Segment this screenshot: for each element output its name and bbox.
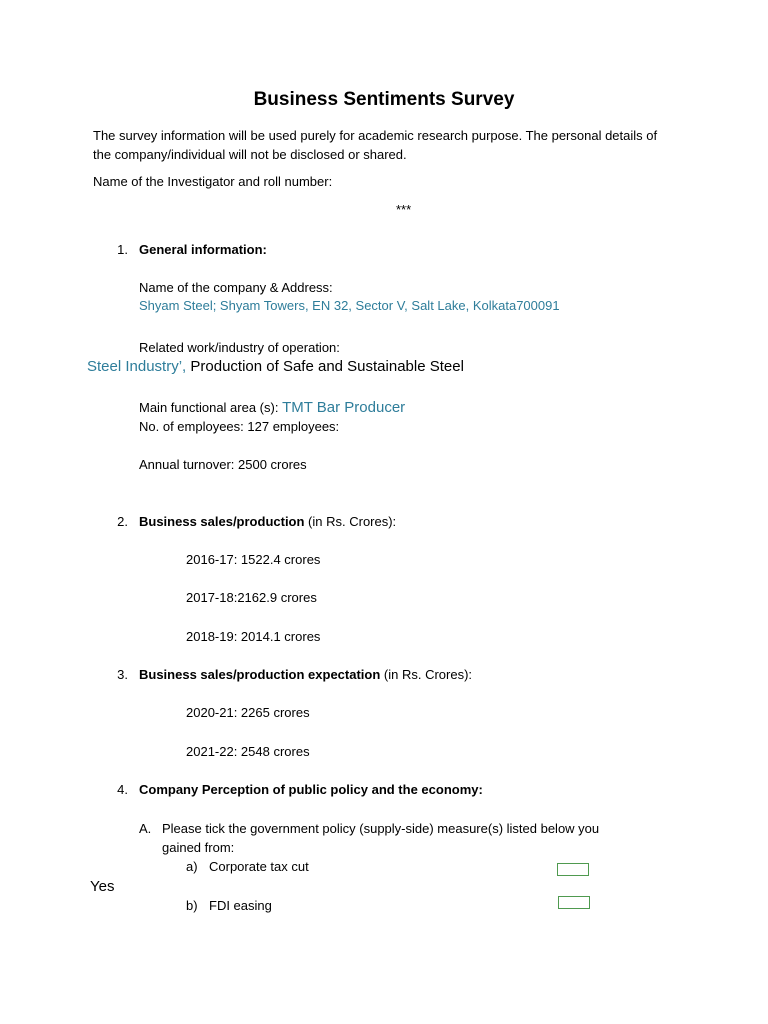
investigator-value: *** (396, 202, 412, 217)
subsection-a-line2: gained from: (162, 840, 235, 855)
section-2-heading-bold: Business sales/production (139, 514, 305, 529)
list-item: 2017-18:2162.9 crores (186, 590, 317, 605)
section-2-heading (139, 514, 396, 529)
list-item: 2018-19: 2014.1 crores (186, 629, 321, 644)
investigator-label: Name of the Investigator and roll number: (93, 174, 333, 189)
section-4-number: 4. (117, 782, 128, 797)
subsection-a-line1: Please tick the government policy (supply-side) measure(s) listed below you (162, 821, 600, 836)
option-a-letter: a) (186, 859, 198, 874)
industry-value-blue: Steel Industry’, (87, 358, 187, 375)
section-3-heading-bold: Business sales/production expectation (139, 667, 381, 682)
turnover-text: Annual turnover: 2500 crores (139, 457, 307, 472)
section-1-heading: General information: (139, 242, 267, 257)
section-2-unit: (in Rs. Crores): (304, 514, 397, 529)
intro-text: The survey information will be used purely for academic research purpose. The personal details of the company/individual will not be disclosed or shared. (93, 128, 658, 162)
functional-value: TMT Bar Producer (282, 399, 406, 416)
section-1-number: 1. (117, 242, 128, 257)
company-value: Shyam Steel; Shyam Towers, EN 32, Sector V, Salt Lake, Kolkata700091 (139, 298, 560, 313)
list-item: 2020-21: 2265 crores (186, 705, 310, 720)
option-b-label: FDI easing (209, 898, 272, 913)
industry-value-black: Production of Safe and Sustainable Steel (190, 358, 464, 375)
functional-area (139, 399, 405, 416)
section-4-heading: Company Perception of public policy and the economy: (139, 782, 483, 797)
company-label: Name of the company & Address: (139, 280, 333, 295)
industry-value (87, 358, 464, 375)
handwritten-answer: Yes (90, 878, 115, 895)
corporate-tax-cut-checkbox[interactable] (557, 863, 589, 876)
section-3-heading (139, 667, 472, 682)
page-title: Business Sentiments Survey (253, 89, 515, 110)
option-b-letter: b) (186, 898, 198, 913)
functional-label: Main functional area (s): (139, 400, 279, 415)
employees-text: No. of employees: 127 employees: (139, 419, 340, 434)
option-a-label: Corporate tax cut (209, 859, 309, 874)
fdi-easing-checkbox[interactable] (558, 896, 590, 909)
section-3-number: 3. (117, 667, 128, 682)
list-item: 2021-22: 2548 crores (186, 744, 310, 759)
industry-label: Related work/industry of operation: (139, 340, 340, 355)
section-2-number: 2. (117, 514, 128, 529)
subsection-a-letter: A. (139, 821, 152, 836)
section-3-unit: (in Rs. Crores): (380, 667, 473, 682)
list-item: 2016-17: 1522.4 crores (186, 552, 321, 567)
